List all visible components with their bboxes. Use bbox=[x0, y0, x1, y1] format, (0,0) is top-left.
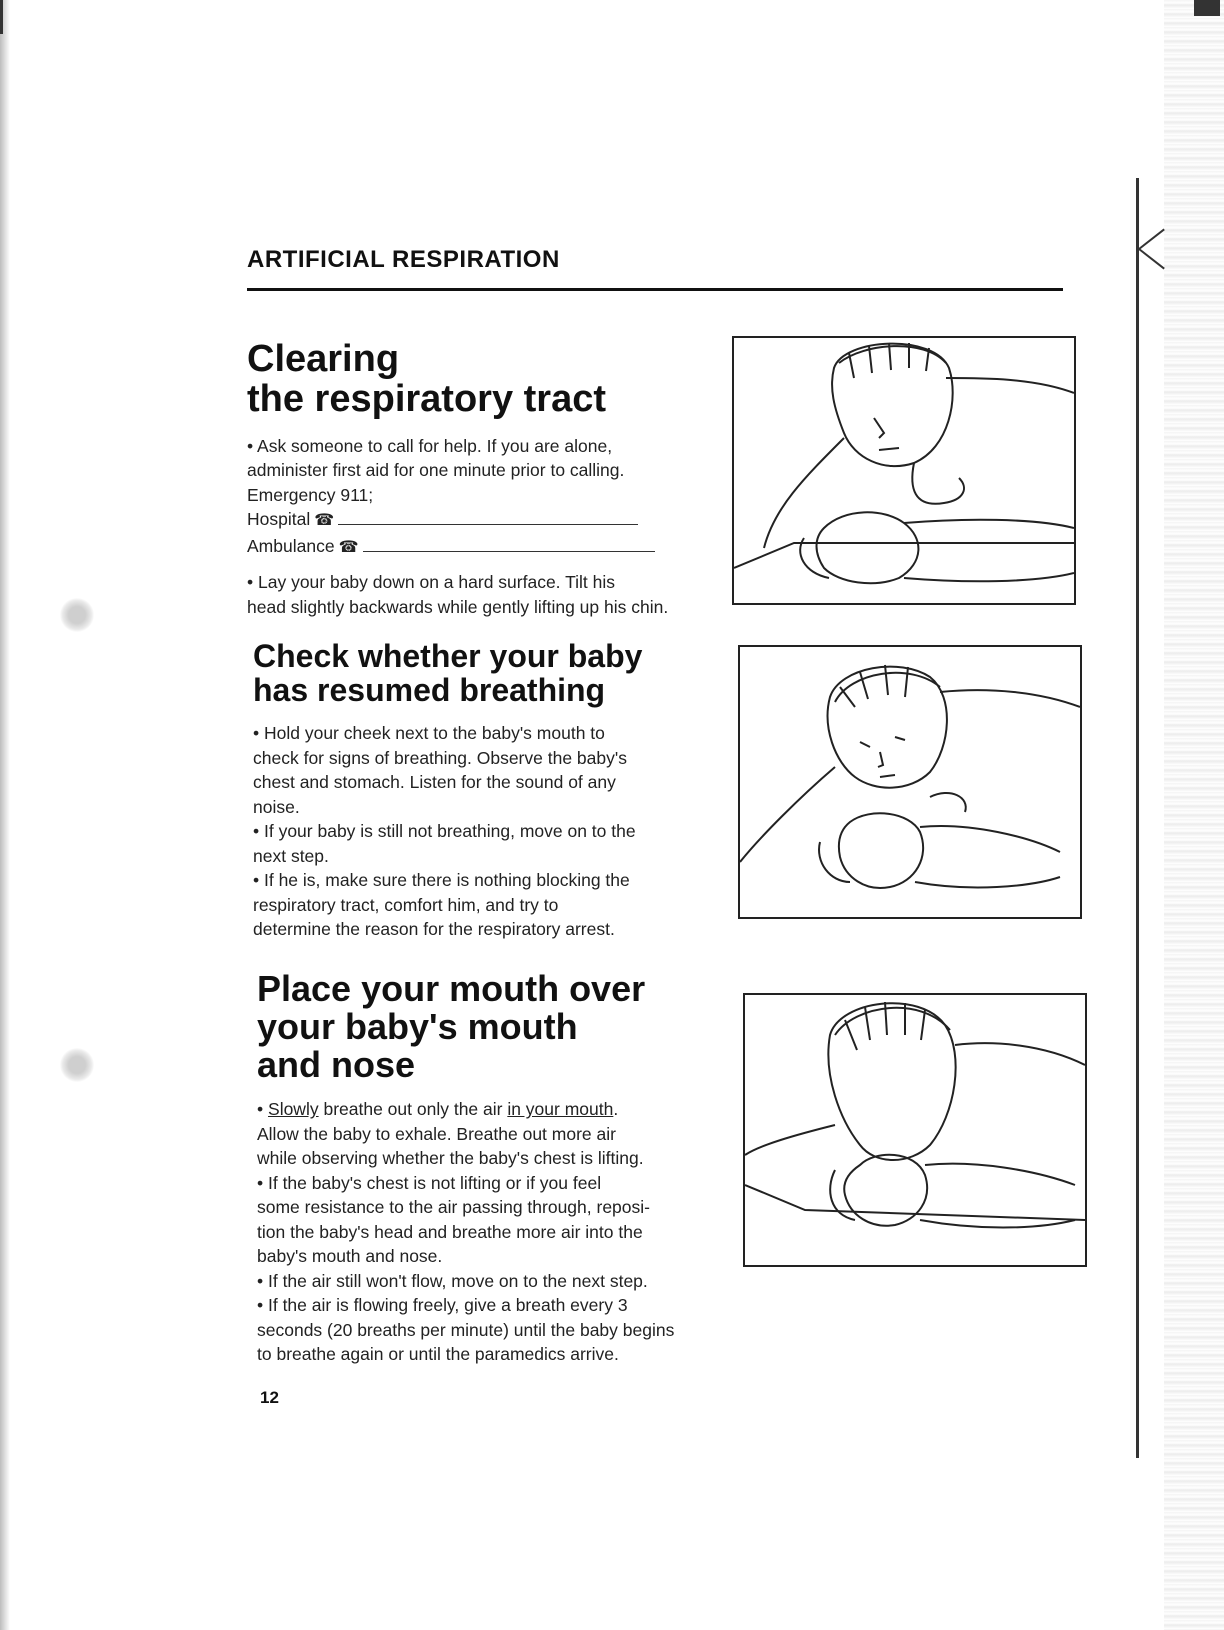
title-line: the respiratory tract bbox=[247, 377, 607, 420]
baby-body bbox=[915, 826, 1060, 887]
line-drawing bbox=[734, 338, 1074, 603]
section-title bbox=[257, 970, 727, 1083]
text-line: while observing whether the baby's chest is lifting. bbox=[257, 1148, 644, 1169]
phone-icon: ☎ bbox=[314, 512, 335, 530]
mother-nose bbox=[874, 418, 884, 438]
text-line: noise. bbox=[253, 796, 300, 817]
text-line: • If the air is flowing freely, give a breath every 3 bbox=[257, 1295, 628, 1316]
underlined-word: Slowly bbox=[268, 1099, 319, 1120]
mother-hand bbox=[819, 842, 850, 882]
text-line: administer first aid for one minute prior to calling. bbox=[247, 460, 625, 481]
mother-arm bbox=[740, 767, 835, 862]
page-header: ARTIFICIAL RESPIRATION bbox=[247, 246, 560, 273]
punch-hole-mark bbox=[60, 598, 94, 632]
mother-face bbox=[860, 737, 905, 777]
binder-tick bbox=[1138, 248, 1164, 269]
text-fragment: . bbox=[613, 1099, 619, 1120]
text-line: Allow the baby to exhale. Breathe out more air bbox=[257, 1123, 616, 1144]
binder-tick bbox=[1138, 229, 1164, 250]
mother-hair bbox=[835, 1002, 950, 1050]
floor-line bbox=[745, 1185, 1085, 1220]
section-title bbox=[247, 340, 707, 420]
text-line: some resistance to the air passing through, reposi- bbox=[257, 1197, 650, 1218]
scan-mark bbox=[1194, 0, 1220, 16]
text-line: tion the baby's head and breathe more air into the bbox=[257, 1221, 643, 1242]
title-line: and nose bbox=[257, 1043, 416, 1085]
instruction-text bbox=[253, 721, 713, 942]
text-line: determine the reason for the respiratory arrest. bbox=[253, 919, 615, 940]
phone-icon: ☎ bbox=[338, 538, 359, 556]
underlined-phrase: in your mouth bbox=[507, 1099, 614, 1120]
floor-line bbox=[734, 543, 1074, 568]
ambulance-fill-line bbox=[363, 535, 655, 552]
mother-hair bbox=[835, 665, 940, 707]
text-line: baby's mouth and nose. bbox=[257, 1246, 443, 1267]
page-number: 12 bbox=[260, 1388, 279, 1407]
emergency-number: Emergency 911; bbox=[247, 484, 374, 505]
text-line: • If the baby's chest is not lifting or if you feel bbox=[257, 1172, 602, 1193]
baby-head bbox=[844, 1155, 927, 1226]
baby-body bbox=[904, 520, 1074, 582]
header-rule bbox=[247, 288, 1063, 291]
text-line: check for signs of breathing. Observe the baby's bbox=[253, 747, 627, 768]
bullet: • bbox=[257, 1099, 264, 1120]
text-line: • Lay your baby down on a hard surface. Tilt his bbox=[247, 572, 615, 593]
baby-hand bbox=[930, 793, 966, 812]
line-drawing bbox=[740, 647, 1080, 917]
line-drawing bbox=[745, 995, 1085, 1265]
instruction-text bbox=[247, 570, 707, 619]
text-line: chest and stomach. Listen for the sound of any bbox=[253, 772, 616, 793]
mother-shoulder bbox=[940, 690, 1080, 707]
mother-hand bbox=[912, 463, 964, 504]
instruction-text bbox=[257, 1097, 727, 1367]
mother-arm bbox=[764, 438, 844, 548]
text-line: • If the air still won't flow, move on to the next step. bbox=[257, 1270, 648, 1291]
mother-hair bbox=[839, 343, 946, 378]
scan-edge-right bbox=[1164, 0, 1224, 1630]
mother-shoulder bbox=[946, 378, 1074, 393]
illustration-head-tilt bbox=[732, 336, 1076, 605]
title-line: has resumed breathing bbox=[253, 671, 606, 708]
title-line: your baby's mouth bbox=[257, 1005, 578, 1047]
mother-mouth bbox=[879, 448, 899, 450]
scan-edge-left bbox=[0, 0, 10, 1630]
title-line: Place your mouth over bbox=[257, 968, 646, 1009]
text-line: respiratory tract, comfort him, and try to bbox=[253, 894, 559, 915]
text-line: to breathe again or until the paramedics arrive. bbox=[257, 1344, 619, 1365]
scan-mark bbox=[0, 0, 3, 34]
section-title bbox=[253, 640, 713, 707]
title-line: Clearing bbox=[247, 338, 400, 380]
hospital-label: Hospital bbox=[247, 509, 311, 530]
text-line: seconds (20 breaths per minute) until the baby begins bbox=[257, 1319, 675, 1340]
ambulance-label: Ambulance bbox=[247, 535, 335, 556]
text-line: • Ask someone to call for help. If you are alone, bbox=[247, 435, 613, 456]
baby-head bbox=[839, 813, 923, 888]
mother-arm bbox=[745, 1125, 835, 1155]
illustration-mouth-to-mouth bbox=[743, 993, 1087, 1267]
text-fragment: breathe out only the air bbox=[318, 1099, 508, 1120]
hospital-fill-line bbox=[338, 508, 638, 525]
binder-line bbox=[1136, 178, 1139, 1458]
title-line: Check whether your baby bbox=[253, 638, 643, 674]
text-line: head slightly backwards while gently lifting up his chin. bbox=[247, 596, 669, 617]
illustration-check-breathing bbox=[738, 645, 1082, 919]
text-line: • If he is, make sure there is nothing blocking the bbox=[253, 870, 630, 891]
text-line: • If your baby is still not breathing, move on to the bbox=[253, 821, 636, 842]
section-check-breathing bbox=[253, 640, 713, 942]
punch-hole-mark bbox=[60, 1048, 94, 1082]
text-line: next step. bbox=[253, 845, 329, 866]
text-line: • Hold your cheek next to the baby's mouth to bbox=[253, 723, 605, 744]
baby-head bbox=[817, 512, 919, 583]
section-mouth-to-mouth bbox=[257, 970, 727, 1367]
mother-shoulder bbox=[955, 1043, 1085, 1065]
instruction-text bbox=[247, 434, 707, 561]
section-clearing-tract bbox=[247, 340, 707, 619]
